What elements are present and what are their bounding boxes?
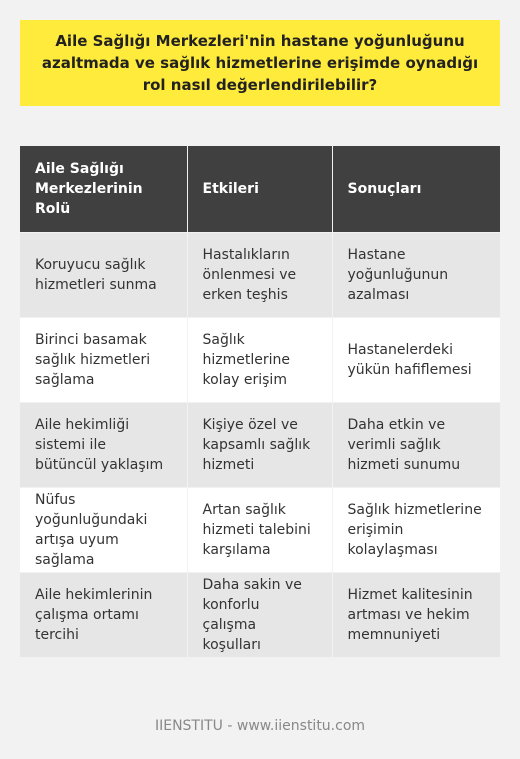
table-row (20, 487, 500, 572)
table-cell-role: Birinci basamak sağlık hizmetleri sağlama (20, 317, 187, 402)
table-row (20, 402, 500, 487)
table-cell-effect: Kişiye özel ve kapsamlı sağlık hizmeti (187, 402, 332, 487)
roles-table (20, 146, 500, 657)
table-row (20, 317, 500, 402)
table-cell-role: Koruyucu sağlık hizmetleri sunma (20, 232, 187, 317)
table-cell-role: Nüfus yoğunluğundaki artışa uyum sağlama (20, 487, 187, 572)
column-header-role: Aile Sağlığı Merkezlerinin Rolü (20, 146, 187, 232)
table-cell-result: Hastanelerdeki yükün hafiflemesi (332, 317, 500, 402)
table-cell-result: Hastane yoğunluğunun azalması (332, 232, 500, 317)
table-cell-effect: Daha sakin ve konforlu çalışma koşulları (187, 572, 332, 657)
title-banner (20, 20, 500, 106)
table-cell-effect: Sağlık hizmetlerine kolay erişim (187, 317, 332, 402)
column-header-effects: Etkileri (187, 146, 332, 232)
table-cell-result: Daha etkin ve verimli sağlık hizmeti sunumu (332, 402, 500, 487)
table-cell-role: Aile hekimlerinin çalışma ortamı tercihi (20, 572, 187, 657)
table-cell-result: Hizmet kalitesinin artması ve hekim memnuniyeti (332, 572, 500, 657)
column-header-results: Sonuçları (332, 146, 500, 232)
table-cell-effect: Hastalıkların önlenmesi ve erken teşhis (187, 232, 332, 317)
table-cell-role: Aile hekimliği sistemi ile bütüncül yaklaşım (20, 402, 187, 487)
table-header-row (20, 146, 500, 232)
table-cell-result: Sağlık hizmetlerine erişimin kolaylaşması (332, 487, 500, 572)
table-cell-effect: Artan sağlık hizmeti talebini karşılama (187, 487, 332, 572)
table-row (20, 572, 500, 657)
page-title: Aile Sağlığı Merkezleri'nin hastane yoğunluğunu azaltmada ve sağlık hizmetlerine erişimde oynadığı rol nasıl değerlendirilebilir? (41, 32, 479, 94)
table-row (20, 232, 500, 317)
footer-credit: IIENSTITU - www.iienstitu.com (154, 718, 366, 734)
